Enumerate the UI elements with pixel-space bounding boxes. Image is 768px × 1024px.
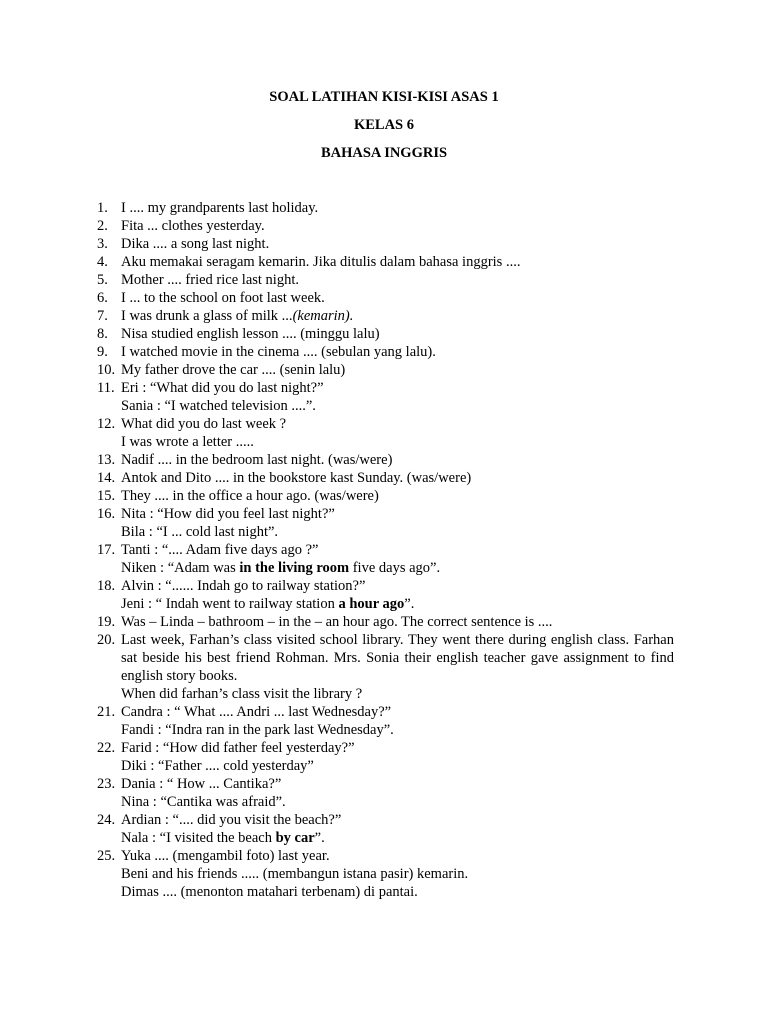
question-item [0,217,768,235]
question-number: 4. [97,254,108,270]
question-number: 22. [97,740,116,756]
question-number: 1. [97,200,108,216]
question-text: Aku memakai seragam kemarin. Jika ditulis dalam bahasa inggris .... [121,254,521,270]
question-text: What did you do last week ? [121,416,287,432]
question-number: 17. [97,542,116,558]
question-text: Dimas .... (menonton matahari terbenam) di pantai. [121,884,418,900]
question-number: 24. [97,812,116,828]
question-text: Alvin : “...... Indah go to railway station?” [121,578,366,594]
question-paragraph: Last week, Farhan’s class visited school library. They went there during english class. Farhan sat beside his best friend Rohman. Mrs. Sonia their english teacher gave assignment to find english story books. [121,632,674,684]
question-item [0,505,768,541]
question-number: 11. [97,380,115,396]
question-answer-line [121,559,674,577]
question-text: Dania : “ How ... Cantika?” [121,776,282,792]
class-heading: KELAS 6 [353,117,415,133]
question-item [0,343,768,361]
answer-text-bold: a hour ago [338,596,405,612]
question-text: Farid : “How did father feel yesterday?” [121,740,355,756]
question-number: 2. [97,218,108,234]
question-answer-line: Sania : “I watched television ....”. [121,398,316,414]
question-item [0,451,768,469]
question-number: 8. [97,326,108,342]
question-number: 14. [97,470,116,486]
question-text: Beni and his friends ..... (membangun istana pasir) kemarin. [121,866,469,882]
answer-text-before: Nala : “I visited the beach [121,830,276,846]
question-item [0,703,768,739]
question-text: Was – Linda – bathroom – in the – an hour ago. The correct sentence is .... [121,614,553,630]
question-item [0,577,768,613]
question-item [0,487,768,505]
question-text: They .... in the office a hour ago. (was/were) [121,488,379,504]
question-number: 12. [97,416,116,432]
question-text: Nita : “How did you feel last night?” [121,506,335,522]
question-item [0,847,768,901]
question-number: 23. [97,776,116,792]
question-text: I watched movie in the cinema .... (sebulan yang lalu). [121,344,436,360]
question-number: 9. [97,344,108,360]
question-list [0,199,768,901]
question-number: 7. [97,308,108,324]
question-text: Nisa studied english lesson .... (minggu lalu) [121,326,380,342]
question-item [0,271,768,289]
question-answer-line [121,595,674,613]
question-answer-line: Nina : “Cantika was afraid”. [121,794,286,810]
question-answer-line: I was wrote a letter ..... [121,434,254,450]
question-item [0,325,768,343]
question-number: 15. [97,488,116,504]
question-number: 6. [97,290,108,306]
question-number: 18. [97,578,116,594]
answer-text-after: ”. [404,596,415,612]
question-number: 19. [97,614,116,630]
question-text: Antok and Dito .... in the bookstore kast Sunday. (was/were) [121,470,472,486]
question-item [0,199,768,217]
question-text: Yuka .... (mengambil foto) last year. [121,848,330,864]
question-number: 25. [97,848,116,864]
question-number: 10. [97,362,116,378]
question-text: Eri : “What did you do last night?” [121,380,324,396]
question-text: My father drove the car .... (senin lalu) [121,362,346,378]
subject-heading: BAHASA INGGRIS [320,145,448,161]
question-item [0,253,768,271]
question-item [0,469,768,487]
question-number: 20. [97,632,116,648]
question-answer-line: Fandi : “Indra ran in the park last Wednesday”. [121,722,394,738]
question-item [0,379,768,415]
question-answer-line [121,829,674,847]
question-text: Fita ... clothes yesterday. [121,218,265,234]
question-number: 16. [97,506,116,522]
answer-text-after: five days ago”. [349,560,441,576]
question-item [0,811,768,847]
question-text: When did farhan’s class visit the library ? [121,686,363,702]
question-number: 3. [97,236,108,252]
question-number: 21. [97,704,116,720]
question-item [0,361,768,379]
question-answer-line: Bila : “I ... cold last night”. [121,524,279,540]
answer-text-bold: in the living room [239,560,350,576]
question-text-main: I was drunk a glass of milk ... [121,308,293,324]
question-text: I ... to the school on foot last week. [121,290,325,306]
question-item [0,541,768,577]
question-text: Mother .... fried rice last night. [121,272,299,288]
question-item [0,415,768,451]
question-item [0,235,768,253]
question-number: 13. [97,452,116,468]
question-text: Dika .... a song last night. [121,236,270,252]
question-item [0,613,768,631]
question-text: Nadif .... in the bedroom last night. (was/were) [121,452,393,468]
question-item [0,307,768,325]
answer-text-before: Niken : “Adam was [121,560,240,576]
question-text: Ardian : “.... did you visit the beach?” [121,812,342,828]
question-text: Candra : “ What .... Andri ... last Wednesday?” [121,704,392,720]
question-text: Tanti : “.... Adam five days ago ?” [121,542,319,558]
answer-text-bold: by car [275,830,315,846]
question-item [0,739,768,775]
question-text-italic: (kemarin). [292,308,354,324]
question-number: 5. [97,272,108,288]
answer-text-before: Jeni : “ Indah went to railway station [121,596,339,612]
question-item [0,775,768,811]
question-item [0,631,768,703]
question-text [121,307,674,325]
question-answer-line: Diki : “Father .... cold yesterday” [121,758,314,774]
question-text: I .... my grandparents last holiday. [121,200,319,216]
answer-text-after: ”. [314,830,325,846]
question-item [0,289,768,307]
document-title: SOAL LATIHAN KISI-KISI ASAS 1 [269,89,499,105]
